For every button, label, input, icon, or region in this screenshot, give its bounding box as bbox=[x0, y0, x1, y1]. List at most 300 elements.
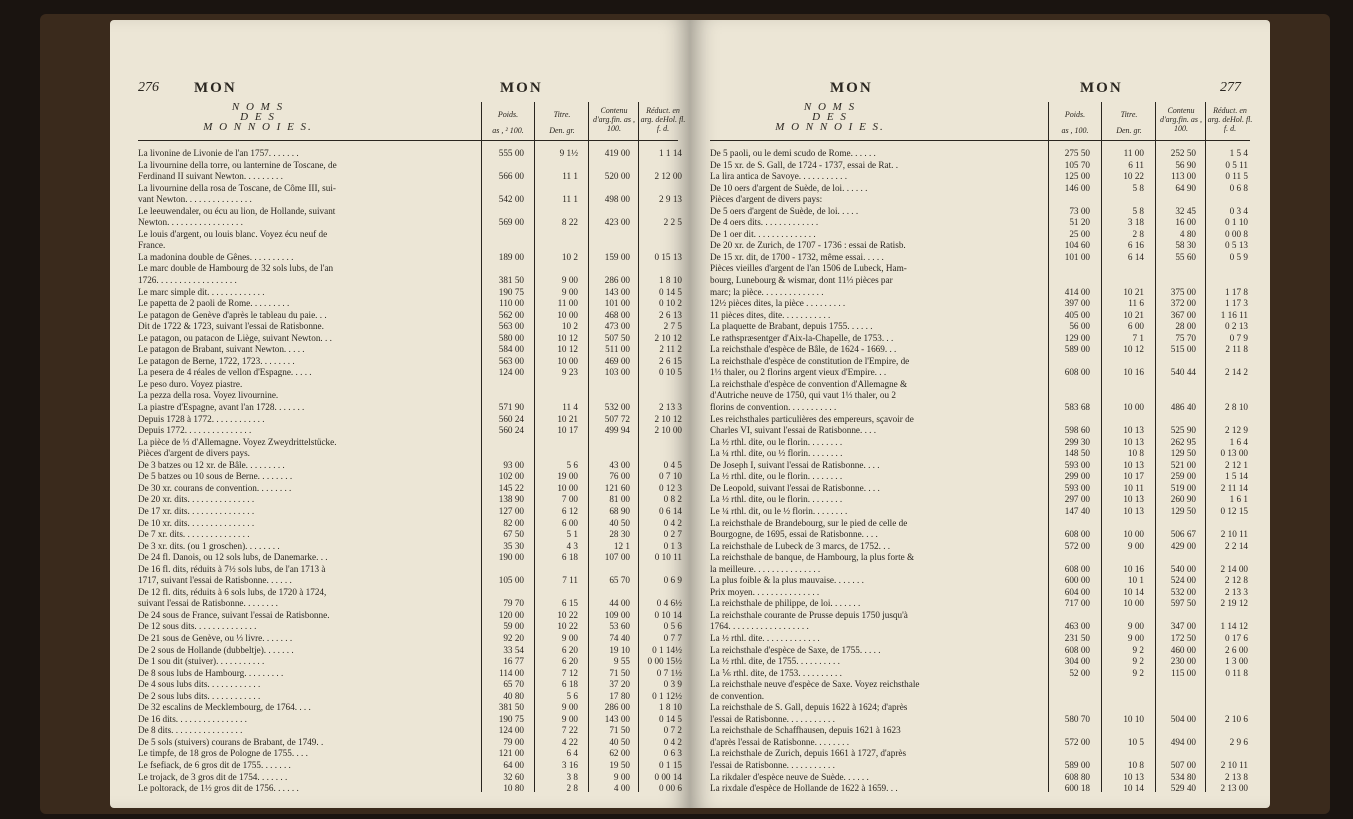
contenu-value: 262 95 bbox=[1170, 436, 1196, 447]
poids-value: 127 00 bbox=[498, 505, 524, 516]
coin-name: marc; la pièce. . . . . . . . . . . . . . bbox=[710, 286, 824, 297]
table-row bbox=[710, 541, 1255, 553]
coin-name: De 15 xr. de S. Gall, de 1724 - 1737, essai de Rat. . bbox=[710, 159, 899, 170]
reduct-value: 0 13 00 bbox=[1220, 448, 1248, 459]
table-row bbox=[138, 575, 683, 587]
coin-name: France. bbox=[138, 240, 166, 251]
table-row bbox=[138, 425, 683, 437]
titre-value: 10 00 bbox=[1123, 529, 1144, 540]
poids-value: 110 00 bbox=[499, 298, 524, 309]
header-rule-right bbox=[710, 140, 1250, 141]
table-row bbox=[710, 656, 1255, 668]
table-row bbox=[138, 518, 683, 530]
contenu-value: 521 00 bbox=[1170, 459, 1196, 470]
contenu-value: 259 00 bbox=[1170, 471, 1196, 482]
header-reduct: Réduct. en arg. deHol. fl. f. d. bbox=[640, 106, 686, 133]
header-titre-sub: Den. gr. bbox=[1116, 126, 1142, 135]
coin-name: Le rathspræsentger d'Aix-la-Chapelle, de 1753. . . bbox=[710, 332, 894, 343]
table-row bbox=[710, 414, 1255, 426]
header-poids-sub: as , ² 100. bbox=[492, 126, 524, 135]
poids-value: 569 00 bbox=[498, 217, 524, 228]
reduct-value: 0 1 12½ bbox=[652, 690, 682, 701]
contenu-value: 499 94 bbox=[604, 425, 630, 436]
header-contenu: Contenu d'arg.fin. as , 100. bbox=[592, 106, 636, 133]
titre-value: 6 14 bbox=[1127, 251, 1144, 262]
header-des: D E S bbox=[812, 111, 848, 123]
reduct-value: 1 5 4 bbox=[1229, 148, 1248, 158]
titre-value: 9 2 bbox=[1132, 656, 1144, 667]
reduct-value: 0 3 9 bbox=[663, 679, 682, 690]
coin-name: florins de convention. . . . . . . . . . . bbox=[710, 402, 837, 413]
table-row bbox=[138, 737, 683, 749]
poids-value: 572 00 bbox=[1064, 736, 1090, 747]
contenu-value: 486 40 bbox=[1170, 402, 1196, 413]
table-row bbox=[138, 772, 683, 784]
contenu-value: 32 45 bbox=[1175, 205, 1196, 216]
coin-name: De 1 oer dit. . . . . . . . . . . . . . bbox=[710, 228, 816, 239]
reduct-value: 0 6 3 bbox=[663, 748, 682, 759]
poids-value: 589 00 bbox=[1064, 759, 1090, 770]
table-row bbox=[710, 598, 1255, 610]
titre-value: 10 00 bbox=[1123, 402, 1144, 413]
coin-name: De 5 paoli, ou le demi scudo de Rome. . . . . . bbox=[710, 148, 876, 158]
reduct-value: 2 14 00 bbox=[1220, 563, 1248, 574]
reduct-value: 0 6 14 bbox=[659, 505, 682, 516]
table-row bbox=[138, 610, 683, 622]
table-row bbox=[138, 344, 683, 356]
reduct-value: 2 13 3 bbox=[1225, 586, 1248, 597]
contenu-value: 540 00 bbox=[1170, 563, 1196, 574]
table-row bbox=[710, 379, 1255, 391]
poids-value: 190 00 bbox=[498, 552, 524, 563]
coin-name: La livournine della torre, ou lanternine de Toscane, de bbox=[138, 159, 337, 170]
coin-name: Le fsefiack, de 6 gros dit de 1755. . . . . . . bbox=[138, 759, 291, 770]
coin-name: l'essai de Ratisbonne. . . . . . . . . . . bbox=[710, 759, 835, 770]
table-row bbox=[710, 160, 1255, 172]
titre-value: 10 12 bbox=[557, 344, 578, 355]
poids-value: 56 00 bbox=[1069, 321, 1090, 332]
table-row bbox=[138, 760, 683, 772]
table-row bbox=[138, 587, 683, 599]
table-row bbox=[138, 494, 683, 506]
poids-value: 67 50 bbox=[503, 529, 524, 540]
coin-name: l'essai de Ratisbonne. . . . . . . . . . . bbox=[710, 713, 835, 724]
contenu-value: 9 55 bbox=[613, 656, 630, 667]
coin-name: Depuis 1728 à 1772. . . . . . . . . . . . bbox=[138, 413, 265, 424]
table-row bbox=[710, 737, 1255, 749]
table-row bbox=[710, 425, 1255, 437]
coin-name: bourg, Lunebourg & wismar, dont 11⅓ pièces par bbox=[710, 275, 893, 286]
contenu-value: 473 00 bbox=[604, 321, 630, 332]
coin-name: La reichsthale d'espèce de Bâle, de 1624 - 1669. . . bbox=[710, 344, 897, 355]
titre-value: 10 1 bbox=[1127, 575, 1144, 586]
titre-value: 9 00 bbox=[1127, 540, 1144, 551]
poids-value: 608 00 bbox=[1064, 529, 1090, 540]
contenu-value: 597 50 bbox=[1170, 598, 1196, 609]
contenu-value: 143 00 bbox=[604, 713, 630, 724]
coin-name: Le leeuwendaler, ou écu au lion, de Hollande, suivant bbox=[138, 205, 336, 216]
poids-value: 231 50 bbox=[1064, 632, 1090, 643]
poids-value: 598 60 bbox=[1064, 425, 1090, 436]
table-row bbox=[138, 160, 683, 172]
titre-value: 10 00 bbox=[557, 309, 578, 320]
table-row bbox=[138, 333, 683, 345]
reduct-value: 0 3 4 bbox=[1229, 205, 1248, 216]
poids-value: 563 00 bbox=[498, 355, 524, 366]
coin-name: De 21 sous de Genève, ou ⅓ livre. . . . . . . bbox=[138, 632, 293, 643]
coin-name: De 30 xr. courans de convention. . . . . . . . bbox=[138, 482, 292, 493]
titre-value: 10 22 bbox=[1123, 171, 1144, 182]
table-row bbox=[138, 148, 683, 160]
coin-name: Bourgogne, de 1695, essai de Ratisbonne. . . . bbox=[710, 529, 878, 540]
table-row bbox=[138, 702, 683, 714]
table-row bbox=[710, 691, 1255, 703]
table-row bbox=[138, 598, 683, 610]
table-row bbox=[138, 541, 683, 553]
reduct-value: 2 6 15 bbox=[659, 355, 682, 366]
reduct-value: 2 10 6 bbox=[1225, 713, 1248, 724]
reduct-value: 2 14 2 bbox=[1225, 367, 1248, 378]
right-page bbox=[690, 20, 1270, 808]
coin-name: De Joseph I, suivant l'essai de Ratisbonne. . . . bbox=[710, 459, 880, 470]
poids-value: 51 20 bbox=[1069, 217, 1090, 228]
poids-value: 146 00 bbox=[1064, 182, 1090, 193]
titre-value: 10 10 bbox=[1123, 713, 1144, 724]
table-row bbox=[138, 748, 683, 760]
contenu-value: 143 00 bbox=[604, 286, 630, 297]
table-row bbox=[138, 564, 683, 576]
coin-name: La livonine de Livonie de l'an 1757. . . . . . . bbox=[138, 148, 299, 158]
titre-value: 3 8 bbox=[566, 771, 578, 782]
poids-value: 593 00 bbox=[1064, 459, 1090, 470]
reduct-value: 0 7 7 bbox=[663, 632, 682, 643]
reduct-value: 1 5 14 bbox=[1225, 471, 1248, 482]
contenu-value: 58 30 bbox=[1175, 240, 1196, 251]
table-row bbox=[138, 437, 683, 449]
contenu-value: 101 00 bbox=[604, 298, 630, 309]
coin-name: de convention. bbox=[710, 690, 765, 701]
titre-value: 10 8 bbox=[1127, 759, 1144, 770]
reduct-value: 0 5 11 bbox=[1225, 159, 1248, 170]
titre-value: 10 12 bbox=[1123, 344, 1144, 355]
titre-value: 5 6 bbox=[566, 459, 578, 470]
table-row bbox=[138, 171, 683, 183]
titre-value: 9 00 bbox=[561, 632, 578, 643]
coin-name: La reichsthale de banque, de Hambourg, la plus forte & bbox=[710, 552, 915, 563]
poids-value: 101 00 bbox=[1064, 251, 1090, 262]
coin-name: La reichsthale d'espèce de convention d'Allemagne & bbox=[710, 378, 908, 389]
table-row bbox=[138, 529, 683, 541]
running-head-right-1: MON bbox=[830, 80, 873, 96]
coin-name: Depuis 1772. . . . . . . . . . . . . . . bbox=[138, 425, 252, 436]
table-row bbox=[710, 679, 1255, 691]
coin-name: Le louis d'argent, ou louis blanc. Voyez écu neuf de bbox=[138, 228, 328, 239]
table-row bbox=[710, 668, 1255, 680]
table-row bbox=[138, 691, 683, 703]
contenu-value: 423 00 bbox=[604, 217, 630, 228]
reduct-value: 0 10 5 bbox=[659, 367, 682, 378]
titre-value: 9 2 bbox=[1132, 644, 1144, 655]
table-row bbox=[710, 748, 1255, 760]
poids-value: 35 30 bbox=[503, 540, 524, 551]
coin-name: Le patagon de Genève d'après le tableau du paie. . . bbox=[138, 309, 327, 320]
reduct-value: 0 12 15 bbox=[1220, 505, 1248, 516]
reduct-value: 0 00 8 bbox=[1225, 228, 1248, 239]
coin-name: Le trojack, de 3 gros dit de 1754. . . . . . . bbox=[138, 771, 288, 782]
contenu-value: 75 70 bbox=[1175, 332, 1196, 343]
table-row bbox=[138, 240, 683, 252]
coin-name: La piastre d'Espagne, avant l'an 1728. . . . . . . bbox=[138, 402, 305, 413]
reduct-value: 2 11 8 bbox=[1225, 344, 1248, 355]
poids-value: 33 54 bbox=[503, 644, 524, 655]
reduct-value: 0 12 3 bbox=[659, 482, 682, 493]
poids-value: 572 00 bbox=[1064, 540, 1090, 551]
running-head-right-2: MON bbox=[1080, 80, 1123, 96]
table-row bbox=[138, 471, 683, 483]
coin-name: Newton. . . . . . . . . . . . . . . . . bbox=[138, 217, 243, 228]
titre-value: 10 14 bbox=[1123, 586, 1144, 597]
coin-name: De 7 xr. dits. . . . . . . . . . . . . . . bbox=[138, 529, 250, 540]
table-row bbox=[138, 321, 683, 333]
reduct-value: 0 1 3 bbox=[663, 540, 682, 551]
reduct-value: 0 11 5 bbox=[1225, 171, 1248, 182]
header-poids-sub: as , 100. bbox=[1061, 126, 1089, 135]
poids-value: 79 70 bbox=[503, 598, 524, 609]
table-row bbox=[710, 310, 1255, 322]
titre-value: 10 11 bbox=[1123, 482, 1144, 493]
coin-name: De 15 xr. dit, de 1700 - 1732, même essai. . . . . bbox=[710, 251, 884, 262]
table-row bbox=[710, 206, 1255, 218]
coin-name: De 3 batzes ou 12 xr. de Bâle. . . . . . . . . bbox=[138, 459, 285, 470]
titre-value: 10 14 bbox=[1123, 783, 1144, 794]
coin-name: La reichsthale d'espèce de constitution de l'Empire, de bbox=[710, 355, 910, 366]
coin-name: De 24 sous de France, suivant l'essai de Ratisbonne. bbox=[138, 609, 330, 620]
contenu-value: 74 40 bbox=[609, 632, 630, 643]
titre-value: 10 13 bbox=[1123, 494, 1144, 505]
reduct-value: 0 1 15 bbox=[659, 759, 682, 770]
coin-name: La rixdale d'espèce de Hollande de 1622 à 1659. . . bbox=[710, 783, 898, 794]
reduct-value: 2 6 00 bbox=[1225, 644, 1248, 655]
titre-value: 7 00 bbox=[561, 494, 578, 505]
titre-value: 10 16 bbox=[1123, 563, 1144, 574]
titre-value: 5 1 bbox=[566, 529, 578, 540]
header-monnoies: M O N N O I E S. bbox=[203, 121, 313, 133]
reduct-value: 0 6 9 bbox=[663, 575, 682, 586]
poids-value: 59 00 bbox=[503, 621, 524, 632]
contenu-value: 540 44 bbox=[1170, 367, 1196, 378]
poids-value: 275 50 bbox=[1064, 148, 1090, 158]
coin-name: La ½ rthl. dite. . . . . . . . . . . . . bbox=[710, 632, 820, 643]
titre-value: 9 00 bbox=[561, 702, 578, 713]
coin-name: La madonina double de Gênes. . . . . . . . . . bbox=[138, 251, 294, 262]
book-spread bbox=[40, 14, 1330, 814]
reduct-value: 2 13 8 bbox=[1225, 771, 1248, 782]
contenu-value: 460 00 bbox=[1170, 644, 1196, 655]
poids-value: 16 77 bbox=[503, 656, 524, 667]
table-row bbox=[710, 148, 1255, 160]
poids-value: 608 00 bbox=[1064, 563, 1090, 574]
table-row bbox=[138, 725, 683, 737]
reduct-value: 0 4 5 bbox=[663, 459, 682, 470]
table-row bbox=[138, 275, 683, 287]
table-row bbox=[138, 552, 683, 564]
contenu-value: 504 00 bbox=[1170, 713, 1196, 724]
coin-name: De 32 escalins de Mecklembourg, de 1764. . . . bbox=[138, 702, 311, 713]
contenu-value: 121 60 bbox=[604, 482, 630, 493]
table-row bbox=[138, 668, 683, 680]
poids-value: 608 00 bbox=[1064, 644, 1090, 655]
titre-value: 9 00 bbox=[561, 275, 578, 286]
poids-value: 297 00 bbox=[1064, 494, 1090, 505]
table-row bbox=[710, 367, 1255, 379]
contenu-value: 520 00 bbox=[604, 171, 630, 182]
titre-value: 6 20 bbox=[561, 656, 578, 667]
reduct-value: 0 7 2 bbox=[663, 725, 682, 736]
poids-value: 600 00 bbox=[1064, 575, 1090, 586]
poids-value: 105 00 bbox=[498, 575, 524, 586]
poids-value: 102 00 bbox=[498, 471, 524, 482]
titre-value: 2 8 bbox=[1132, 228, 1144, 239]
table-row bbox=[710, 321, 1255, 333]
header-titre: Titre. bbox=[1120, 110, 1138, 119]
table-row bbox=[138, 229, 683, 241]
reduct-value: 0 14 5 bbox=[659, 713, 682, 724]
poids-value: 114 00 bbox=[499, 667, 524, 678]
table-row bbox=[710, 252, 1255, 264]
contenu-value: 109 00 bbox=[604, 609, 630, 620]
titre-value: 10 13 bbox=[1123, 771, 1144, 782]
header-contenu: Contenu d'arg.fin. as , 100. bbox=[1159, 106, 1203, 133]
titre-value: 3 16 bbox=[561, 759, 578, 770]
table-row bbox=[710, 529, 1255, 541]
titre-value: 7 11 bbox=[562, 575, 578, 586]
table-row bbox=[710, 621, 1255, 633]
table-row bbox=[710, 633, 1255, 645]
table-row bbox=[710, 460, 1255, 472]
titre-value: 5 8 bbox=[1132, 205, 1144, 216]
table-row bbox=[710, 240, 1255, 252]
coin-table-left bbox=[138, 148, 683, 795]
coin-name: Le patagon de Berne, 1722, 1723. . . . . . . . bbox=[138, 355, 295, 366]
table-row bbox=[138, 483, 683, 495]
coin-name: De Leopold, suivant l'essai de Ratisbonne. . . . bbox=[710, 482, 880, 493]
coin-name: De 5 batzes ou 10 sous de Berne. . . . . . . . bbox=[138, 471, 293, 482]
reduct-value: 2 13 3 bbox=[659, 402, 682, 413]
contenu-value: 515 00 bbox=[1170, 344, 1196, 355]
coin-name: De 24 fl. Danois, ou 12 sols lubs, de Danemarke. . . bbox=[138, 552, 328, 563]
table-row bbox=[138, 783, 683, 795]
coin-name: De 3 xr. dits. (ou 1 groschen). . . . . . . . bbox=[138, 540, 280, 551]
table-row bbox=[710, 275, 1255, 287]
reduct-value: 2 13 00 bbox=[1220, 783, 1248, 794]
contenu-value: 159 00 bbox=[604, 251, 630, 262]
contenu-value: 40 50 bbox=[609, 736, 630, 747]
reduct-value: 0 2 13 bbox=[1225, 321, 1248, 332]
coin-name: De 17 xr. dits. . . . . . . . . . . . . . . bbox=[138, 505, 255, 516]
reduct-value: 0 5 9 bbox=[1229, 251, 1248, 262]
table-header-right bbox=[710, 101, 1253, 142]
titre-value: 10 2 bbox=[561, 251, 578, 262]
poids-value: 542 00 bbox=[498, 194, 524, 205]
titre-value: 4 22 bbox=[561, 736, 578, 747]
contenu-value: 19 50 bbox=[609, 759, 630, 770]
poids-value: 414 00 bbox=[1064, 286, 1090, 297]
reduct-value: 0 00 6 bbox=[659, 783, 682, 794]
poids-value: 25 00 bbox=[1069, 228, 1090, 239]
contenu-value: 62 00 bbox=[609, 748, 630, 759]
contenu-value: 429 00 bbox=[1170, 540, 1196, 551]
titre-value: 19 00 bbox=[557, 471, 578, 482]
titre-value: 9 23 bbox=[561, 367, 578, 378]
coin-name: De 5 sols (stuivers) courans de Brabant, de 1749. . bbox=[138, 736, 324, 747]
poids-value: 381 50 bbox=[498, 702, 524, 713]
coin-name: De 5 oers d'argent de Suède, de loi. . . . . bbox=[710, 205, 859, 216]
reduct-value: 0 17 6 bbox=[1225, 632, 1248, 643]
reduct-value: 0 8 2 bbox=[663, 494, 682, 505]
reduct-value: 0 2 7 bbox=[663, 529, 682, 540]
coin-name: De 10 oers d'argent de Suède, de loi. . . . . . bbox=[710, 182, 868, 193]
reduct-value: 0 4 2 bbox=[663, 736, 682, 747]
poids-value: 79 00 bbox=[503, 736, 524, 747]
contenu-value: 129 50 bbox=[1170, 448, 1196, 459]
poids-value: 124 00 bbox=[498, 725, 524, 736]
table-row bbox=[710, 506, 1255, 518]
titre-value: 7 1 bbox=[1132, 332, 1144, 343]
coin-name: 1717, suivant l'essai de Ratisbonne. . . . . . bbox=[138, 575, 292, 586]
coin-name: Dit de 1722 & 1723, suivant l'essai de Ratisbonne. bbox=[138, 321, 324, 332]
header-noms: N O M S bbox=[803, 101, 857, 113]
poids-value: 125 00 bbox=[1064, 171, 1090, 182]
reduct-value: 0 15 13 bbox=[654, 251, 682, 262]
reduct-value: 2 9 13 bbox=[659, 194, 682, 205]
contenu-value: 260 90 bbox=[1170, 494, 1196, 505]
titre-value: 6 16 bbox=[1127, 240, 1144, 251]
reduct-value: 2 2 5 bbox=[663, 217, 682, 228]
coin-name: De 16 fl. dits, réduits à 7½ sols lubs, de l'an 1713 à bbox=[138, 563, 326, 574]
contenu-value: 16 00 bbox=[1175, 217, 1196, 228]
coin-name: De 16 dits. . . . . . . . . . . . . . . . bbox=[138, 713, 247, 724]
reduct-value: 2 6 13 bbox=[659, 309, 682, 320]
coin-name: La ½ rthl. dite, ou le florin. . . . . . . . bbox=[710, 494, 843, 505]
reduct-value: 2 12 9 bbox=[1225, 425, 1248, 436]
poids-value: 124 00 bbox=[498, 367, 524, 378]
titre-value: 4 3 bbox=[566, 540, 578, 551]
reduct-value: 0 1 10 bbox=[1225, 217, 1248, 228]
coin-name: La reichsthale de Lubeck de 3 marcs, de 1752. . . bbox=[710, 540, 891, 551]
coin-name: Ferdinand II suivant Newton. . . . . . . . . bbox=[138, 171, 283, 182]
coin-name: De 2 sous lubs dits. . . . . . . . . . . . bbox=[138, 690, 261, 701]
contenu-value: 511 00 bbox=[605, 344, 630, 355]
coin-name: De 1 sou dit (stuiver). . . . . . . . . . . bbox=[138, 656, 265, 667]
titre-value: 6 00 bbox=[1127, 321, 1144, 332]
table-row bbox=[138, 263, 683, 275]
coin-name: De 8 sous lubs de Hambourg. . . . . . . . . bbox=[138, 667, 284, 678]
poids-value: 583 68 bbox=[1064, 402, 1090, 413]
titre-value: 6 18 bbox=[561, 552, 578, 563]
contenu-value: 286 00 bbox=[604, 702, 630, 713]
poids-value: 148 50 bbox=[1064, 448, 1090, 459]
coin-name: 1726. . . . . . . . . . . . . . . . . . bbox=[138, 275, 237, 286]
contenu-value: 129 50 bbox=[1170, 505, 1196, 516]
coin-name: La plus foible & la plus mauvaise. . . . . . . bbox=[710, 575, 864, 586]
reduct-value: 1 17 3 bbox=[1225, 298, 1248, 309]
contenu-value: 286 00 bbox=[604, 275, 630, 286]
contenu-value: 347 00 bbox=[1170, 621, 1196, 632]
titre-value: 10 00 bbox=[557, 482, 578, 493]
contenu-value: 532 00 bbox=[604, 402, 630, 413]
titre-value: 10 00 bbox=[1123, 598, 1144, 609]
titre-value: 10 8 bbox=[1127, 448, 1144, 459]
